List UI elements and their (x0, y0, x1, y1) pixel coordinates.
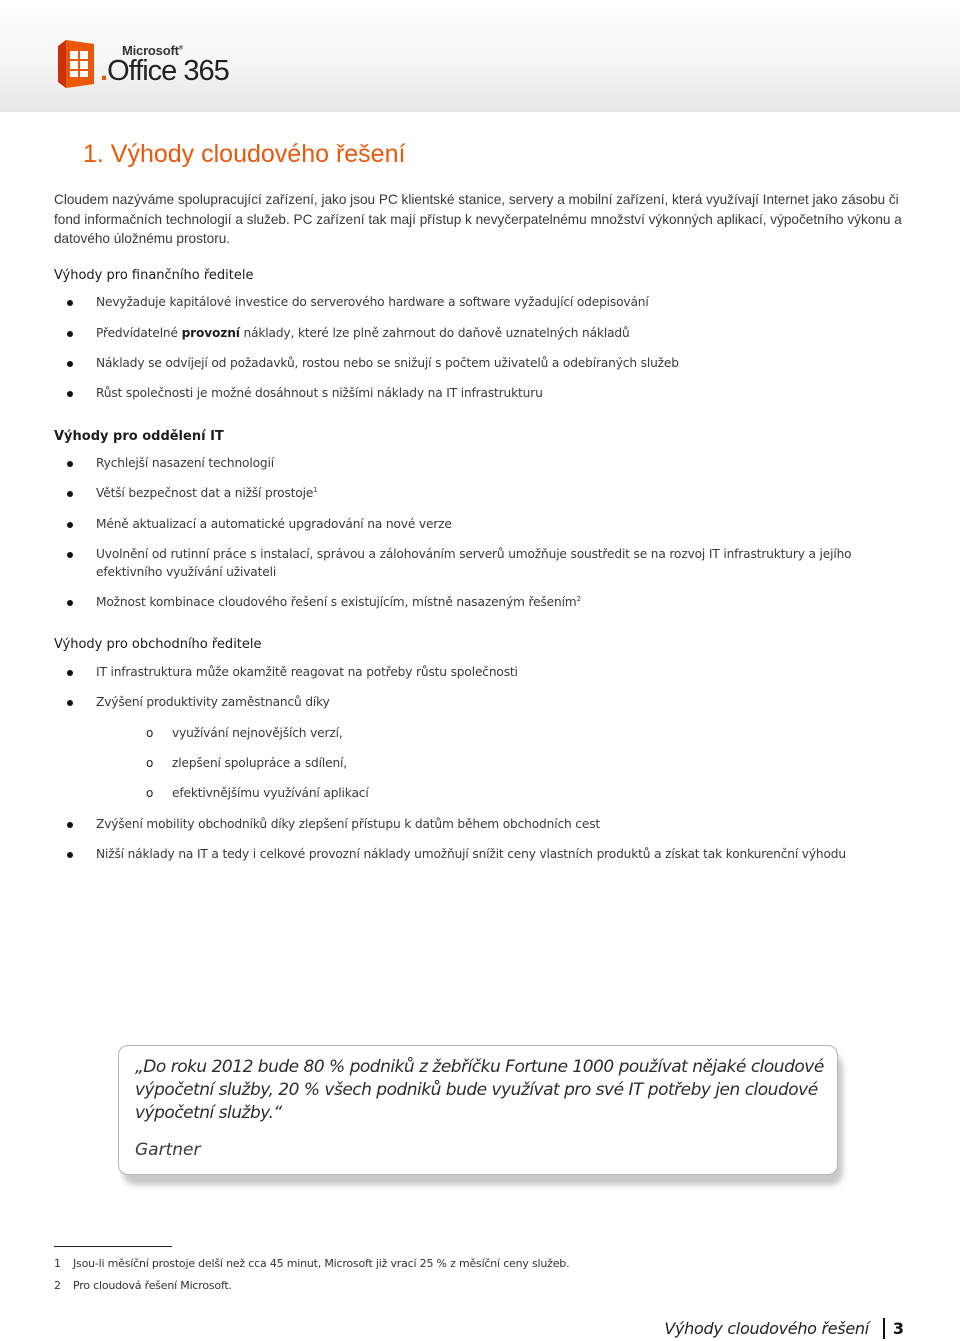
footnote-2: 2 Pro cloudová řešení Microsoft. (54, 1279, 232, 1292)
office-365-logo (58, 40, 290, 88)
logo-maker: Microsoft® (122, 43, 183, 58)
page-footer (664, 1318, 904, 1339)
list-item: Nevyžaduje kapitálové investice do serverového hardware a software vyžadující odepisování (96, 294, 896, 312)
section-heading-it: Výhody pro oddělení IT (54, 429, 224, 444)
footnote-ref-2: 2 (576, 594, 581, 603)
footnote-divider (54, 1246, 172, 1247)
page-number: 3 (892, 1319, 904, 1338)
list-item: Nižší náklady na IT a tedy i celkové provozní náklady umožňují snížit ceny vlastních produktů a získat tak konkurenční výhodu (96, 846, 896, 864)
quote-source: Gartner (135, 1140, 201, 1160)
footnote-1: 1 Jsou-li měsíční prostoje delší než cca 45 minut, Microsoft již vrací 25 % z měsíční ceny služeb. (54, 1257, 570, 1270)
list-item: Náklady se odvíjejí od požadavků, rostou nebo se snižují s počtem uživatelů a odebíraných služeb (96, 355, 896, 373)
logo-product: .Office 365 (100, 55, 229, 87)
list-item: Zvýšení produktivity zaměstnanců díky (96, 694, 896, 712)
quote-text: „Do roku 2012 bude 80 % podniků z žebříčku Fortune 1000 používat nějaké cloudové výpočetní služby, 20 % všech podniků bude využívat pro své IT potřeby jen cloudové výpočetní služby.“ (135, 1057, 824, 1123)
footer-separator (883, 1318, 885, 1339)
list-item: Předvídatelné provozní náklady, které lze plně zahrnout do daňově uznatelných nákladů (96, 325, 896, 343)
list-item: Větší bezpečnost dat a nižší prostoje$^1$ (96, 485, 896, 503)
list-item: Uvolnění od rutinní práce s instalací, správou a zálohováním serverů umožňuje soustředit se na rozvoj IT infrastruktury a jejího efektivního využívání uživateli (96, 546, 876, 581)
list-item: IT infrastruktura může okamžitě reagovat na potřeby růstu společnosti (96, 664, 896, 682)
page-title: 1. Výhody cloudového řešení (83, 140, 406, 168)
list-item: Zvýšení mobility obchodníků díky zlepšení přístupu k datům během obchodních cest (96, 816, 896, 834)
sub-list-item: o využívání nejnovějších verzí, (172, 725, 960, 743)
sub-list-item: o zlepšení spolupráce a sdílení, (172, 755, 960, 773)
section-heading-cfo: Výhody pro finančního ředitele (54, 268, 254, 283)
footer-title: Výhody cloudového řešení (664, 1319, 869, 1338)
list-item: Možnost kombinace cloudového řešení s existujícím, místně nasazeným řešením$^2$ (96, 594, 896, 612)
list-item: Méně aktualizací a automatické upgradování na nové verze (96, 516, 896, 534)
section-heading-cso: Výhody pro obchodního ředitele (54, 637, 262, 652)
list-item: Růst společnosti je možné dosáhnout s nižšími náklady na IT infrastrukturu (96, 385, 896, 403)
list-item: Rychlejší nasazení technologií (96, 455, 896, 473)
footnote-ref-1: 1 (313, 485, 318, 494)
office-logo-icon (58, 40, 94, 88)
intro-paragraph: Cloudem nazýváme spolupracující zařízení, jako jsou PC klientské stanice, servery a mobilní zařízení, která využívají Internet jako zásobu či fond informačních technologií a služeb. PC zařízení tak mají přístup k nevyčerpatelnému množství výkonných aplikací, výpočetního výkonu a datového úložnému prostoru. (54, 192, 902, 246)
sub-list-item: o efektivnějšímu využívání aplikací (172, 785, 960, 803)
